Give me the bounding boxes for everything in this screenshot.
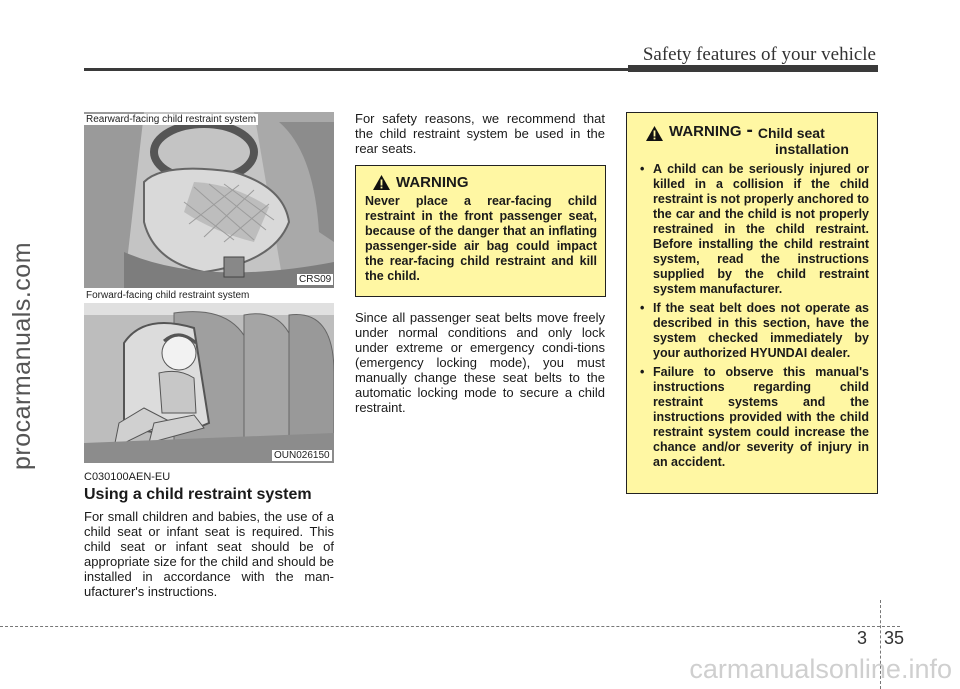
forward-facing-seat-drawing — [84, 303, 334, 463]
chapter-number: 3 — [857, 628, 868, 648]
warning-title: WARNING — [396, 174, 469, 191]
child-seat-warning-header — [646, 120, 869, 141]
warning-triangle-icon — [373, 175, 390, 190]
warning-title: WARNING — [669, 123, 742, 140]
bottom-watermark: carmanualsonline.info — [689, 654, 952, 684]
document-code: C030100AEN-EU — [84, 471, 171, 483]
warning-box-front-seat — [355, 165, 606, 297]
forward-facing-seat-illustration — [84, 303, 334, 463]
footer-rule — [0, 626, 900, 627]
warning-subtitle-line2: installation — [775, 141, 849, 157]
side-watermark: procarmanuals.com — [8, 241, 36, 470]
rear-photo-code: CRS09 — [299, 274, 332, 285]
page-number: 35 — [884, 628, 905, 648]
intro-paragraph: For safety reasons, we recommend that the child restraint system be used in the rear seats. — [355, 111, 605, 156]
warning-box-child-seat — [626, 112, 878, 494]
header-tab-bar — [628, 65, 878, 72]
warning-triangle-icon — [646, 126, 663, 141]
rear-facing-seat-illustration — [84, 112, 334, 288]
front-photo-caption: Forward-facing child restraint system — [86, 290, 250, 301]
rear-facing-seat-drawing — [84, 112, 334, 288]
warning-header — [373, 174, 597, 191]
seat-belt-paragraph: Since all passenger seat belts move freely under normal conditions and only lock under extreme or emergency condi-tions (emergency locking mode), you must manually change these seat belts to the automatic locking mode to secure a child restraint. — [355, 310, 605, 415]
warning-text: Never place a rear-facing child restraint in the front passenger seat, because of the danger that an inflating passenger-side air bag could impact the rear-facing child restraint and kill the child. — [365, 194, 597, 283]
warning-bullet: • If the seat belt does not operate as described in this section, have the system checked immediately by your authorized HYUNDAI dealer. — [636, 301, 869, 361]
section-title: Using a child restraint system — [84, 486, 312, 503]
warning-bullet-list — [636, 162, 869, 470]
warning-subtitle-line1: Child seat — [757, 125, 825, 141]
warning-bullet: • Failure to observe this manual's instructions regarding child restraint systems and the instructions provided with the child restraint system could increase the chance and/or severity of injury in an accident. — [636, 365, 869, 470]
rear-photo-caption: Rearward-facing child restraint system — [86, 114, 257, 125]
section-body: For small children and babies, the use of a child seat or infant seat is required. This child seat or infant seat should be of appropriate size for the child and should be installed in accordance with the man-ufacturer's instructions. — [84, 509, 334, 599]
warning-dash: - — [746, 120, 753, 141]
warning-bullet: • A child can be seriously injured or killed in a collision if the child restraint is not properly anchored to the car and the child is not properly restrained in the child restraint. Before installing the child restraint system, read the instructions supplied by the child restraint system manufacturer. — [636, 162, 869, 297]
footer-divider — [880, 600, 881, 689]
running-header: Safety features of your vehicle — [642, 44, 876, 65]
front-photo-code: OUN026150 — [274, 450, 330, 461]
